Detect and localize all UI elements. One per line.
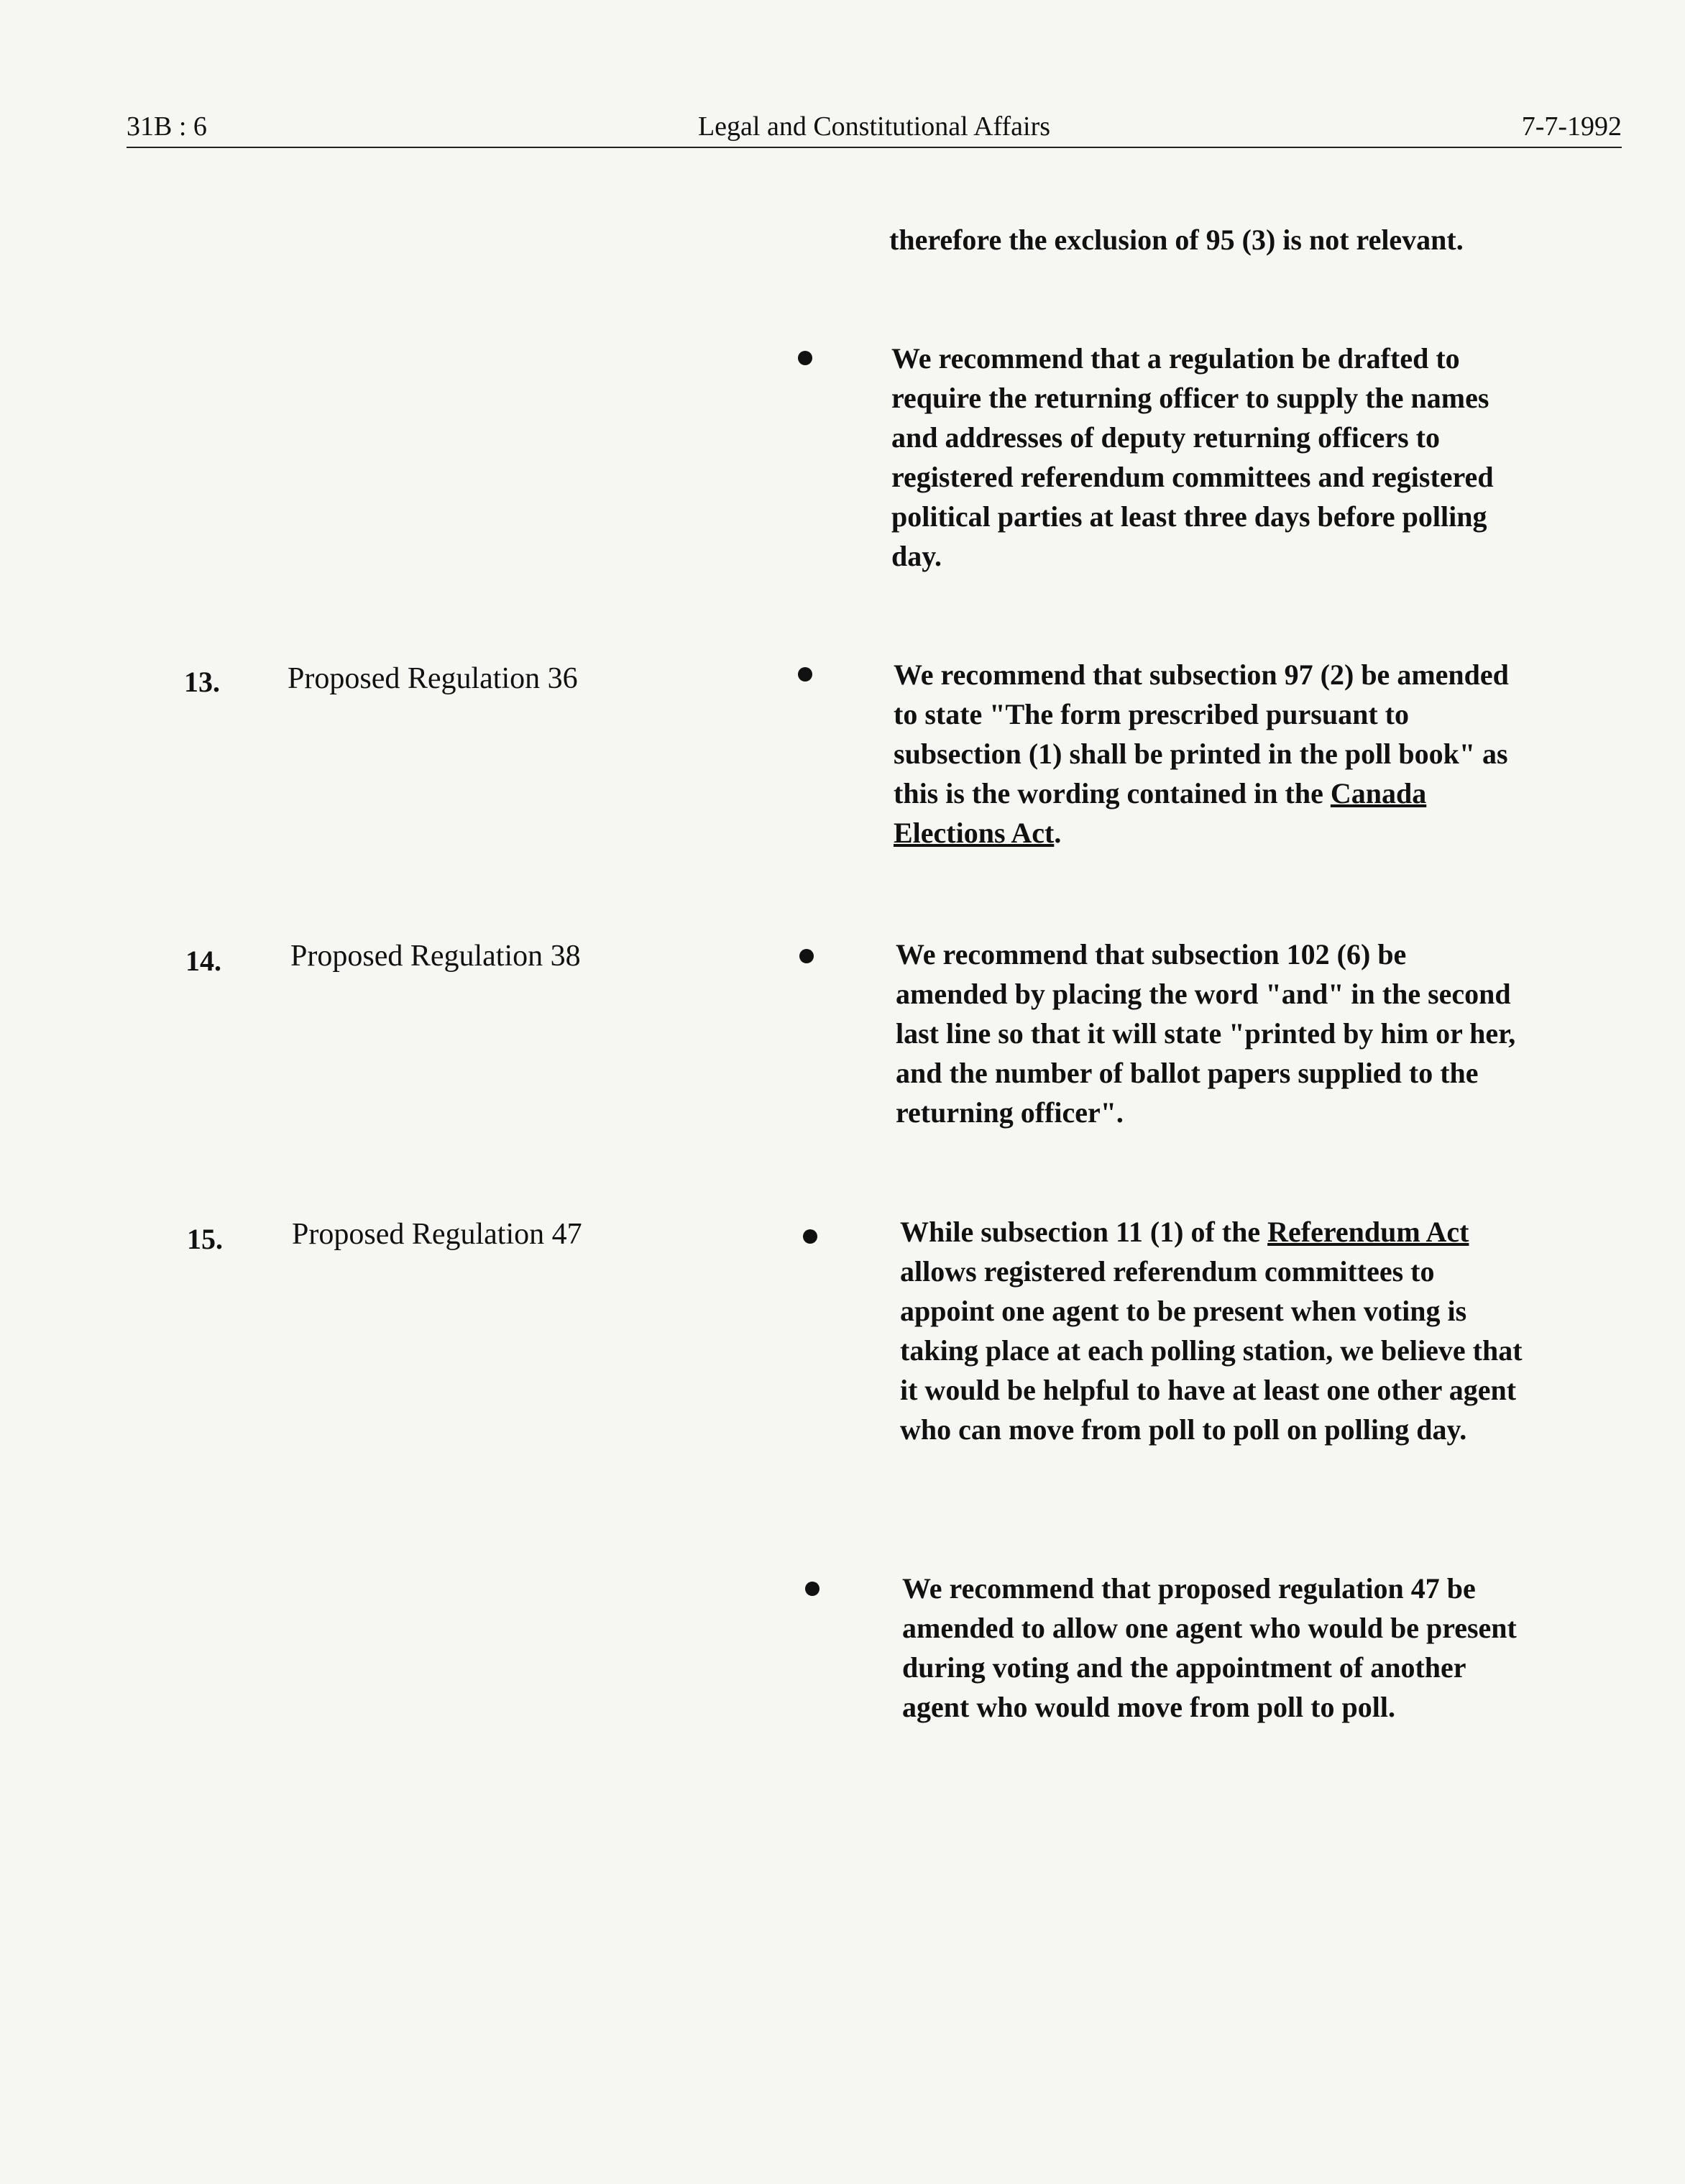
- page-number: 31B : 6: [127, 111, 207, 142]
- recommendation-paragraph: We recommend that subsection 102 (6) be amended by placing the word "and" in the second last line so that it will state "printed by him or her, and the number of ballot papers supplied to the returning officer".: [896, 938, 1516, 1129]
- header-date: 7-7-1992: [1521, 111, 1622, 142]
- running-title: Legal and Constitutional Affairs: [697, 111, 1051, 142]
- bullet-marker: [799, 949, 814, 963]
- bullet-marker: [798, 667, 812, 682]
- page-header: [127, 108, 1622, 148]
- bullet-marker: [798, 351, 812, 365]
- bullet-marker: [803, 1229, 817, 1244]
- item-title: Proposed Regulation 38: [290, 940, 581, 973]
- bullet-marker: [805, 1582, 819, 1596]
- act-reference: Referendum Act: [1267, 1216, 1469, 1248]
- recommendation-paragraph: While subsection 11 (1) of the Referendum Act allows registered referendum committees to appoint one agent to be present when voting is taking place at each polling station, we believe that it would be helpful to have at least one other agent who can move from poll to poll on polling day.: [900, 1216, 1523, 1446]
- item-number: 14.: [185, 945, 221, 977]
- item-title: Proposed Regulation 47: [292, 1218, 582, 1251]
- recommendation-paragraph: We recommend that a regulation be drafted to require the returning officer to supply the names and addresses of deputy returning officers to registered referendum committees and registered political parties at least three days before polling day.: [891, 342, 1494, 572]
- recommendation-paragraph: We recommend that proposed regulation 47 be amended to allow one agent who would be present during voting and the appointment of another agent who would move from poll to poll.: [902, 1572, 1517, 1723]
- item-number: 13.: [184, 666, 220, 698]
- recommendation-paragraph: We recommend that subsection 97 (2) be amended to state "The form prescribed pursuant to subsection (1) shall be printed in the poll book" as this is the wording contained in the Canada Elections Act.: [894, 659, 1509, 849]
- item-title: Proposed Regulation 36: [288, 662, 578, 695]
- act-reference: Canada Elections Act: [894, 777, 1427, 849]
- paragraph-continuation: therefore the exclusion of 95 (3) is not relevant.: [889, 224, 1464, 256]
- item-number: 15.: [187, 1223, 223, 1255]
